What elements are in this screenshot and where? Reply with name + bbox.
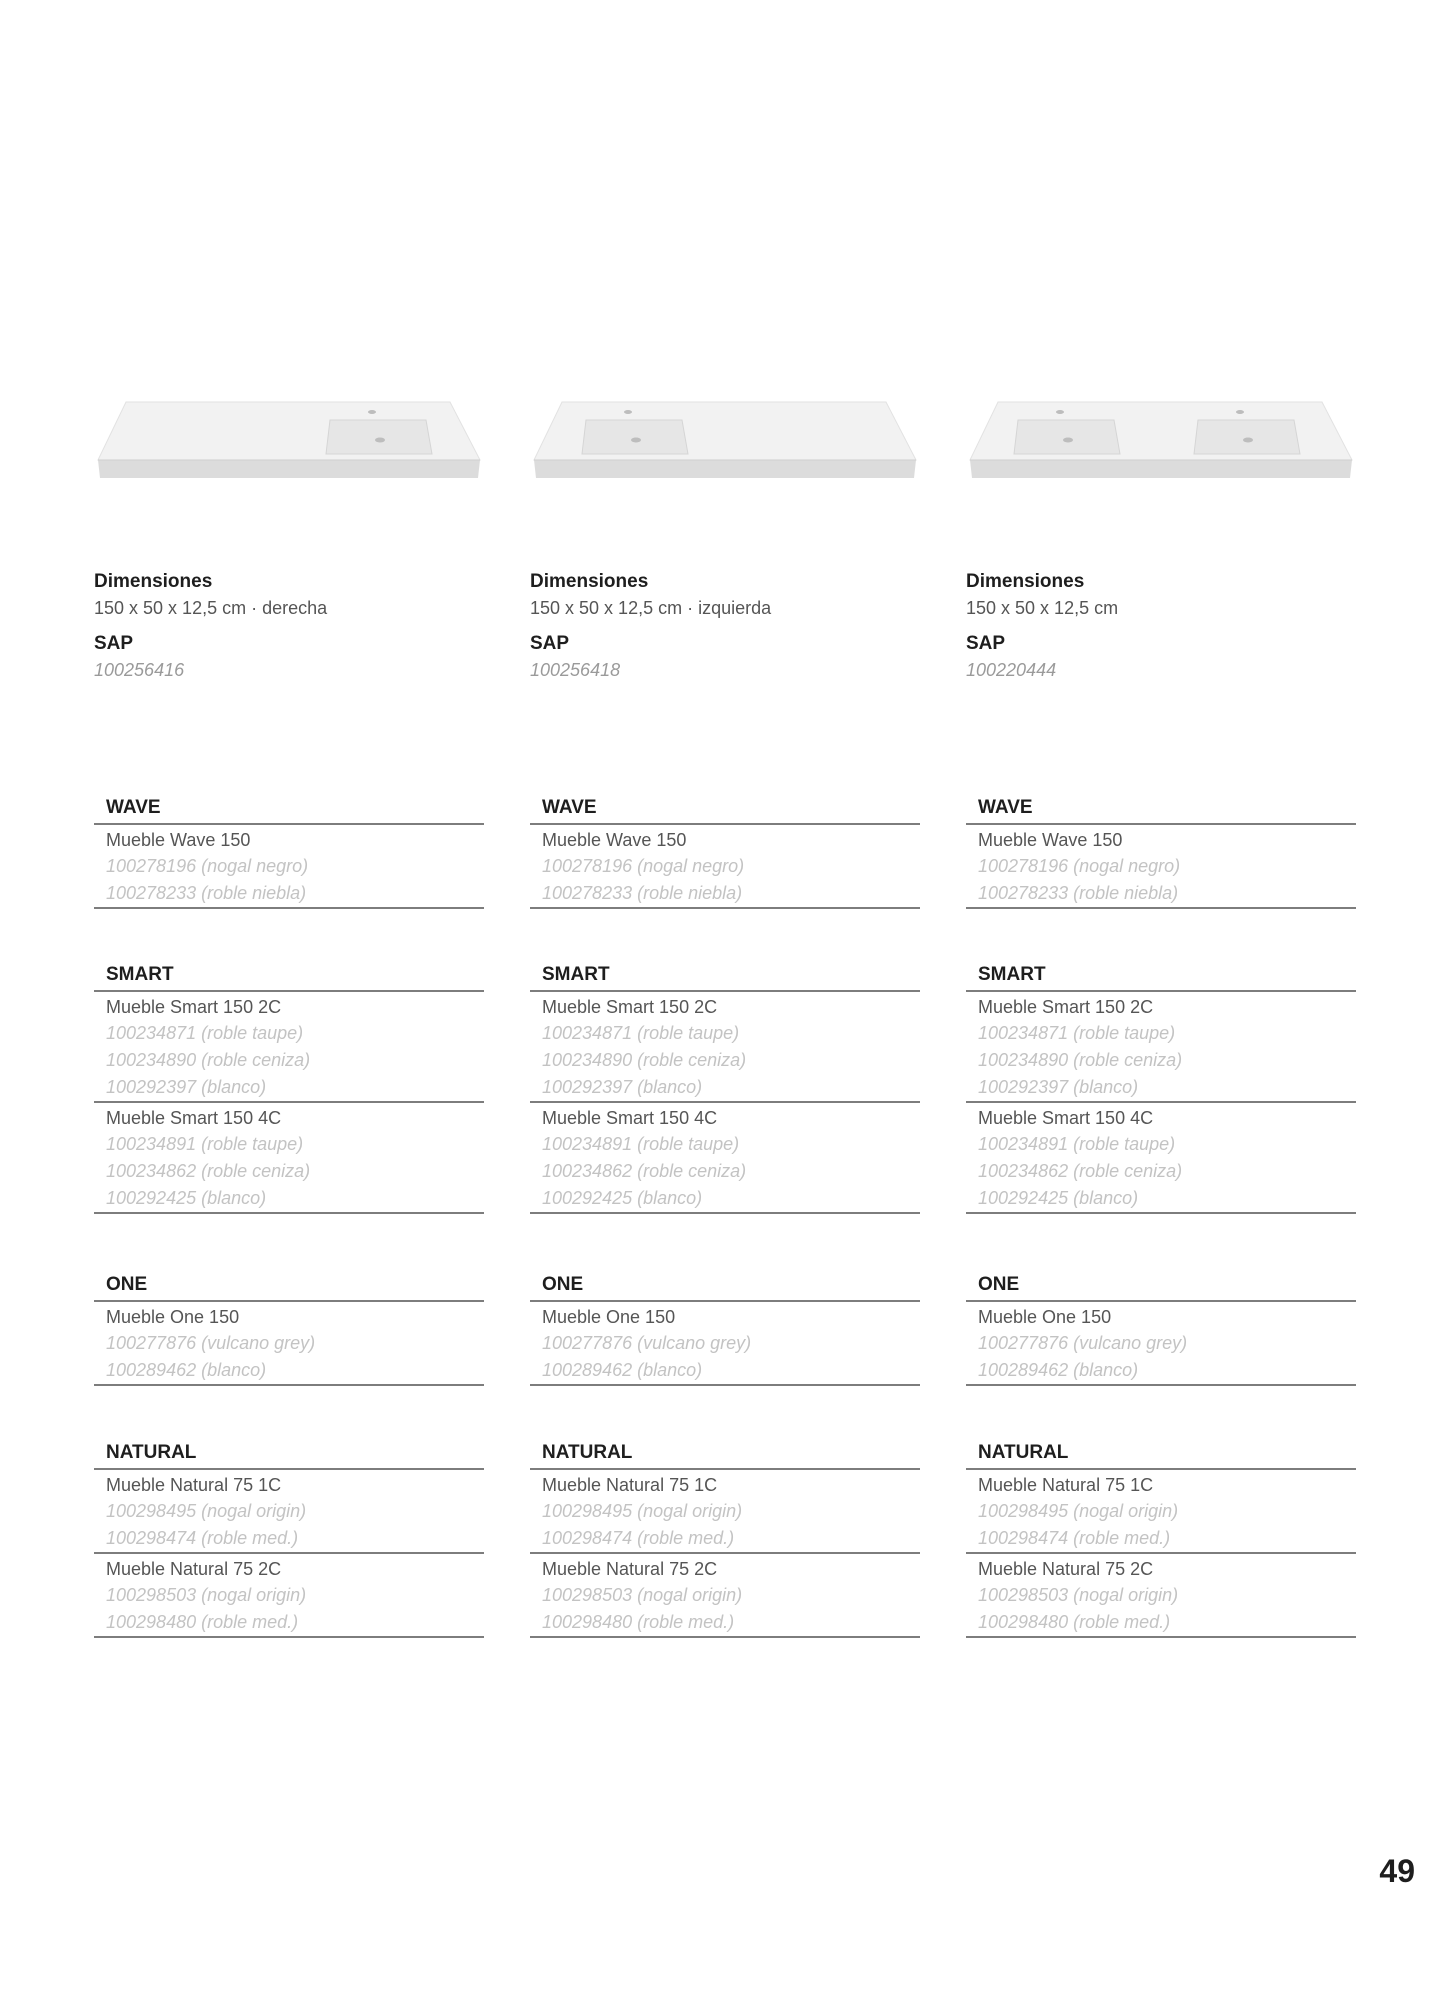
variant-code: 100292425 (blanco) [978, 1188, 1139, 1208]
product-entry [966, 1101, 1356, 1214]
variant-code: 100292397 (blanco) [106, 1077, 267, 1097]
product-entry [966, 823, 1356, 909]
product-entry [94, 990, 484, 1101]
variant-code: 100292397 (blanco) [978, 1077, 1139, 1097]
product-entry [94, 1101, 484, 1214]
sap-label: SAP [966, 633, 1006, 654]
variant-code: 100278233 (roble niebla) [106, 883, 307, 903]
sap-label: SAP [94, 633, 134, 654]
product-name: Mueble One 150 [542, 1307, 676, 1327]
variant-code: 100234890 (roble ceniza) [106, 1050, 311, 1070]
dimensions-label: Dimensiones [530, 571, 649, 592]
furniture-group-natural [94, 1440, 484, 1638]
variant-code: 100278233 (roble niebla) [542, 883, 743, 903]
group-title: SMART [542, 964, 610, 985]
variant-code: 100234862 (roble ceniza) [542, 1161, 747, 1181]
dimensions-label: Dimensiones [94, 571, 213, 592]
variant-code: 100278196 (nogal negro) [106, 856, 309, 876]
product-entry [530, 823, 920, 909]
sap-code: 100220444 [966, 660, 1057, 680]
variant-code: 100234890 (roble ceniza) [978, 1050, 1183, 1070]
variant-code: 100298495 (nogal origin) [106, 1501, 307, 1521]
group-title: ONE [542, 1274, 584, 1295]
variant-code: 100289462 (blanco) [106, 1360, 267, 1380]
furniture-group-one [94, 1272, 484, 1386]
product-name: Mueble Smart 150 2C [106, 997, 282, 1017]
washbasin-image [966, 398, 1356, 490]
product-entry [530, 990, 920, 1101]
product-name: Mueble Natural 75 2C [542, 1559, 718, 1579]
product-name: Mueble Natural 75 1C [978, 1475, 1154, 1495]
product-name: Mueble Wave 150 [978, 830, 1123, 850]
product-entry [966, 1552, 1356, 1638]
product-entry [966, 1468, 1356, 1552]
variant-code: 100277876 (vulcano grey) [106, 1333, 316, 1353]
variant-code: 100234871 (roble taupe) [106, 1023, 304, 1043]
product-name: Mueble One 150 [106, 1307, 240, 1327]
variant-code: 100278196 (nogal negro) [978, 856, 1181, 876]
dimensions-value: 150 x 50 x 12,5 cm [966, 598, 1119, 618]
dimensions-label: Dimensiones [966, 571, 1085, 592]
group-title: SMART [106, 964, 174, 985]
washbasin-figure [530, 398, 920, 490]
variant-code: 100289462 (blanco) [542, 1360, 703, 1380]
product-name: Mueble Natural 75 1C [542, 1475, 718, 1495]
group-title: ONE [106, 1274, 148, 1295]
variant-code: 100277876 (vulcano grey) [978, 1333, 1188, 1353]
product-name: Mueble Smart 150 4C [106, 1108, 282, 1128]
group-title: SMART [978, 964, 1046, 985]
product-name: Mueble Natural 75 2C [106, 1559, 282, 1579]
furniture-group-natural [530, 1440, 920, 1638]
washbasin-image [530, 398, 920, 490]
variant-code: 100298480 (roble med.) [106, 1612, 299, 1632]
variant-code: 100234891 (roble taupe) [106, 1134, 304, 1154]
product-name: Mueble Smart 150 2C [542, 997, 718, 1017]
sap-label: SAP [530, 633, 570, 654]
product-name: Mueble Wave 150 [106, 830, 251, 850]
variant-code: 100278233 (roble niebla) [978, 883, 1179, 903]
furniture-group-smart [94, 962, 484, 1214]
variant-code: 100298495 (nogal origin) [978, 1501, 1179, 1521]
product-name: Mueble Smart 150 4C [978, 1108, 1154, 1128]
variant-code: 100234871 (roble taupe) [978, 1023, 1176, 1043]
product-entry [94, 1300, 484, 1386]
product-entry [94, 823, 484, 909]
variant-code: 100234871 (roble taupe) [542, 1023, 740, 1043]
variant-code: 100298474 (roble med.) [106, 1528, 299, 1548]
product-name: Mueble Smart 150 2C [978, 997, 1154, 1017]
furniture-group-smart [966, 962, 1356, 1214]
specs-block [530, 568, 920, 684]
group-title: WAVE [978, 797, 1033, 818]
variant-code: 100234862 (roble ceniza) [978, 1161, 1183, 1181]
sap-code: 100256418 [530, 660, 621, 680]
sap-code: 100256416 [94, 660, 185, 680]
group-title: NATURAL [978, 1442, 1069, 1463]
furniture-group-one [966, 1272, 1356, 1386]
product-entry [530, 1552, 920, 1638]
variant-code: 100298503 (nogal origin) [542, 1585, 743, 1605]
variant-code: 100234891 (roble taupe) [542, 1134, 740, 1154]
variant-code: 100298474 (roble med.) [542, 1528, 735, 1548]
product-entry [530, 1468, 920, 1552]
specs-block [94, 568, 484, 684]
furniture-group-wave [94, 795, 484, 909]
variant-code: 100292425 (blanco) [106, 1188, 267, 1208]
washbasin-figure [94, 398, 484, 490]
product-entry [966, 990, 1356, 1101]
product-entry [530, 1101, 920, 1214]
variant-code: 100298480 (roble med.) [978, 1612, 1171, 1632]
variant-code: 100234862 (roble ceniza) [106, 1161, 311, 1181]
variant-code: 100298474 (roble med.) [978, 1528, 1171, 1548]
group-title: NATURAL [542, 1442, 633, 1463]
product-name: Mueble Natural 75 2C [978, 1559, 1154, 1579]
variant-code: 100234891 (roble taupe) [978, 1134, 1176, 1154]
variant-code: 100298480 (roble med.) [542, 1612, 735, 1632]
furniture-group-wave [530, 795, 920, 909]
product-name: Mueble Smart 150 4C [542, 1108, 718, 1128]
group-title: WAVE [542, 797, 597, 818]
dimensions-value: 150 x 50 x 12,5 cm · derecha [94, 598, 328, 618]
variant-code: 100292397 (blanco) [542, 1077, 703, 1097]
washbasin-figure [966, 398, 1356, 490]
product-entry [966, 1300, 1356, 1386]
page-number: 49 [1379, 1853, 1415, 1889]
variant-code: 100277876 (vulcano grey) [542, 1333, 752, 1353]
product-entry [94, 1552, 484, 1638]
variant-code: 100298503 (nogal origin) [106, 1585, 307, 1605]
group-title: ONE [978, 1274, 1020, 1295]
variant-code: 100278196 (nogal negro) [542, 856, 745, 876]
group-title: NATURAL [106, 1442, 197, 1463]
product-name: Mueble Natural 75 1C [106, 1475, 282, 1495]
washbasin-image [94, 398, 484, 490]
variant-code: 100234890 (roble ceniza) [542, 1050, 747, 1070]
product-name: Mueble Wave 150 [542, 830, 687, 850]
dimensions-value: 150 x 50 x 12,5 cm · izquierda [530, 598, 772, 618]
furniture-group-smart [530, 962, 920, 1214]
furniture-group-wave [966, 795, 1356, 909]
variant-code: 100298495 (nogal origin) [542, 1501, 743, 1521]
furniture-group-natural [966, 1440, 1356, 1638]
variant-code: 100298503 (nogal origin) [978, 1585, 1179, 1605]
specs-block [966, 568, 1356, 684]
product-name: Mueble One 150 [978, 1307, 1112, 1327]
variant-code: 100292425 (blanco) [542, 1188, 703, 1208]
variant-code: 100289462 (blanco) [978, 1360, 1139, 1380]
group-title: WAVE [106, 797, 161, 818]
product-entry [94, 1468, 484, 1552]
furniture-group-one [530, 1272, 920, 1386]
product-entry [530, 1300, 920, 1386]
